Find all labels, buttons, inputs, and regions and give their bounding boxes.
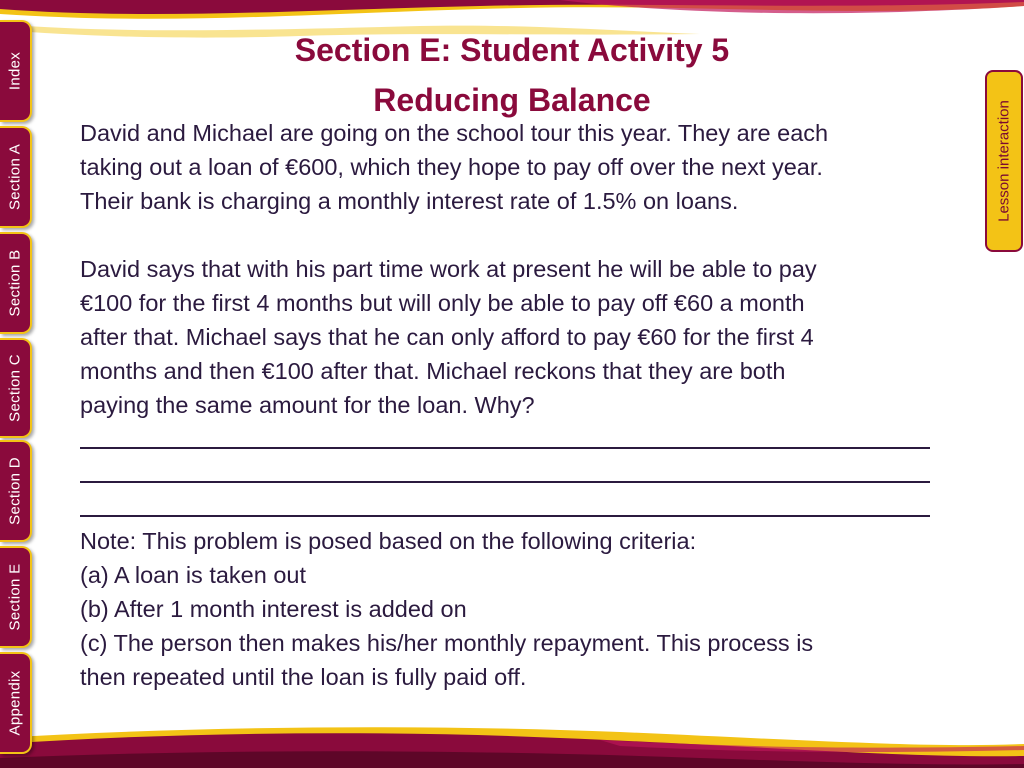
answer-line[interactable] xyxy=(80,490,950,524)
scenario-line: David says that with his part time work at present he will be able to pay xyxy=(80,256,817,282)
note-criterion-c-continued: then repeated until the loan is fully paid off. xyxy=(80,664,527,690)
nav-tab-appendix-label: Appendix xyxy=(6,670,24,736)
lesson-interaction-tab[interactable] xyxy=(985,70,1023,252)
activity-body xyxy=(80,116,950,694)
nav-tab-index[interactable] xyxy=(0,20,32,122)
nav-tab-section-b-label: Section B xyxy=(6,249,24,317)
scenario-line: months and then €100 after that. Michael reckons that they are both xyxy=(80,358,786,384)
page-title: Section E: Student Activity 5 xyxy=(294,32,730,68)
note-criterion-a: (a) A loan is taken out xyxy=(80,562,307,588)
nav-tab-section-e-label: Section E xyxy=(6,563,24,631)
nav-tab-section-c-label: Section C xyxy=(6,354,24,422)
nav-tab-section-e[interactable] xyxy=(0,546,32,648)
nav-tab-index-label: Index xyxy=(6,51,24,91)
bottom-decorative-band xyxy=(0,724,1024,768)
scenario-line: after that. Michael says that he can only afford to pay €60 for the first 4 xyxy=(80,324,814,350)
answer-line[interactable] xyxy=(80,456,950,490)
intro-line: Their bank is charging a monthly interest rate of 1.5% on loans. xyxy=(80,188,739,214)
note-criterion-b: (b) After 1 month interest is added on xyxy=(80,596,467,622)
answer-line[interactable] xyxy=(80,422,950,456)
nav-tab-section-d[interactable] xyxy=(0,440,32,542)
nav-tab-section-a-label: Section A xyxy=(6,143,24,211)
paragraph-gap xyxy=(80,218,950,252)
nav-tab-section-c[interactable] xyxy=(0,338,32,438)
note-criterion-c: (c) The person then makes his/her monthly repayment. This process is xyxy=(80,630,814,656)
page-subtitle: Reducing Balance xyxy=(373,82,651,118)
scenario-line: €100 for the first 4 months but will only be able to pay off €60 a month xyxy=(80,290,805,316)
intro-line: taking out a loan of €600, which they hope to pay off over the next year. xyxy=(80,154,823,180)
note-heading: Note: This problem is posed based on the following criteria: xyxy=(80,528,697,554)
nav-tab-section-d-label: Section D xyxy=(6,457,24,525)
nav-tab-section-a[interactable] xyxy=(0,126,32,228)
nav-tab-appendix[interactable] xyxy=(0,652,32,754)
lesson-interaction-label: Lesson interaction xyxy=(995,100,1013,222)
intro-line: David and Michael are going on the school tour this year. They are each xyxy=(80,120,829,146)
nav-tab-section-b[interactable] xyxy=(0,232,32,334)
question-line: paying the same amount for the loan. Why? xyxy=(80,392,535,418)
